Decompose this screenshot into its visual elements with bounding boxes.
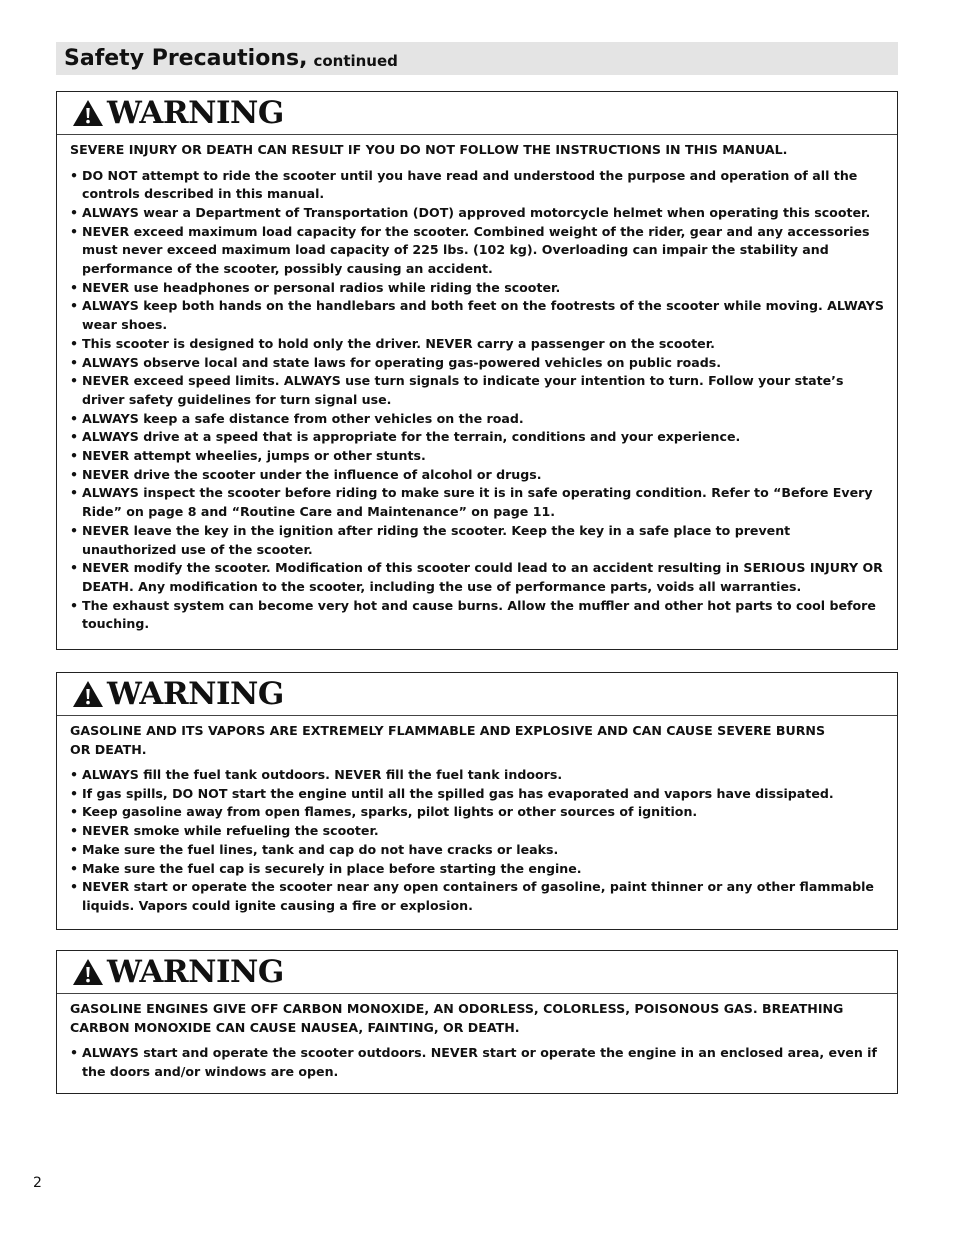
list-item: • The exhaust system can become very hot and cause burns. Allow the muffler and other hot parts to cool before touching.: [70, 597, 885, 634]
warning-header: [57, 673, 897, 716]
warning-header: [57, 951, 897, 994]
warning-body: [57, 135, 897, 634]
warning-list: [70, 1044, 885, 1081]
warning-lead: GASOLINE AND ITS VAPORS ARE EXTREMELY FLAMMABLE AND EXPLOSIVE AND CAN CAUSE SEVERE BURNS OR DEATH.: [70, 723, 826, 757]
warning-triangle-icon: [71, 98, 105, 128]
list-item: • ALWAYS start and operate the scooter outdoors. NEVER start or operate the engine in an enclosed area, even if the doors and/or windows are open.: [70, 1044, 885, 1081]
warning-heading: WARNING: [107, 953, 284, 990]
warning-body: [57, 716, 897, 916]
list-item: • NEVER exceed maximum load capacity for the scooter. Combined weight of the rider, gear and any accessories must never exceed maximum load capacity of 225 lbs. (102 kg). Overloading can impair the stability and performance of the scooter, possibly causing an accident.: [70, 223, 885, 279]
list-item: • ALWAYS keep a safe distance from other vehicles on the road.: [70, 410, 885, 429]
list-item: • NEVER smoke while refueling the scooter.: [70, 822, 885, 841]
list-item: • DO NOT attempt to ride the scooter until you have read and understood the purpose and operation of all the controls described in this manual.: [70, 167, 885, 204]
list-item: • NEVER exceed speed limits. ALWAYS use turn signals to indicate your intention to turn. Follow your state’s driver safety guidelines for turn signal use.: [70, 372, 885, 409]
warning-heading: WARNING: [107, 94, 284, 131]
list-item: • ALWAYS inspect the scooter before riding to make sure it is in safe operating condition. Refer to “Before Every Ride” on page 8 and “Routine Care and Maintenance” on page 11.: [70, 484, 885, 521]
warning-triangle-icon: [71, 679, 105, 709]
section-title: Safety Precautions,: [64, 46, 308, 71]
warning-header: [57, 92, 897, 135]
warning-box-carbon-monoxide: [56, 950, 898, 1094]
list-item: • Make sure the fuel lines, tank and cap do not have cracks or leaks.: [70, 841, 885, 860]
list-item: • ALWAYS observe local and state laws for operating gas-powered vehicles on public roads.: [70, 354, 885, 373]
warning-triangle-icon: [71, 957, 105, 987]
warning-lead: GASOLINE ENGINES GIVE OFF CARBON MONOXIDE, AN ODORLESS, COLORLESS, POISONOUS GAS. BREATHING CARBON MONOXIDE CAN CAUSE NAUSEA, FAINTING, OR DEATH.: [70, 1001, 844, 1035]
list-item: • NEVER drive the scooter under the influence of alcohol or drugs.: [70, 466, 885, 485]
warning-lead: SEVERE INJURY OR DEATH CAN RESULT IF YOU DO NOT FOLLOW THE INSTRUCTIONS IN THIS MANUAL.: [70, 142, 788, 157]
list-item: • Make sure the fuel cap is securely in place before starting the engine.: [70, 860, 885, 879]
list-item: • Keep gasoline away from open flames, sparks, pilot lights or other sources of ignition.: [70, 803, 885, 822]
list-item: • ALWAYS wear a Department of Transportation (DOT) approved motorcycle helmet when operating this scooter.: [70, 204, 885, 223]
list-item: • ALWAYS keep both hands on the handlebars and both feet on the footrests of the scooter while moving. ALWAYS wear shoes.: [70, 297, 885, 334]
list-item: • NEVER start or operate the scooter near any open containers of gasoline, paint thinner or any other flammable liquids. Vapors could ignite causing a fire or explosion.: [70, 878, 885, 915]
warning-box-general: [56, 91, 898, 650]
list-item: • NEVER modify the scooter. Modification of this scooter could lead to an accident resulting in SERIOUS INJURY OR DEATH. Any modification to the scooter, including the use of performance parts, voids all warranties.: [70, 559, 885, 596]
list-item: • ALWAYS fill the fuel tank outdoors. NEVER fill the fuel tank indoors.: [70, 766, 885, 785]
page-number: 2: [33, 1175, 42, 1191]
list-item: • If gas spills, DO NOT start the engine until all the spilled gas has evaporated and vapors have dissipated.: [70, 785, 885, 804]
warning-heading: WARNING: [107, 675, 284, 712]
warning-list: [70, 766, 885, 916]
list-item: • NEVER attempt wheelies, jumps or other stunts.: [70, 447, 885, 466]
section-header: [56, 42, 898, 75]
list-item: • This scooter is designed to hold only the driver. NEVER carry a passenger on the scooter.: [70, 335, 885, 354]
section-subtitle: continued: [313, 51, 398, 70]
warning-body: [57, 994, 897, 1081]
warning-list: [70, 167, 885, 635]
list-item: • NEVER leave the key in the ignition after riding the scooter. Keep the key in a safe place to prevent unauthorized use of the scooter.: [70, 522, 885, 559]
warning-box-gasoline: [56, 672, 898, 930]
list-item: • NEVER use headphones or personal radios while riding the scooter.: [70, 279, 885, 298]
list-item: • ALWAYS drive at a speed that is appropriate for the terrain, conditions and your experience.: [70, 428, 885, 447]
